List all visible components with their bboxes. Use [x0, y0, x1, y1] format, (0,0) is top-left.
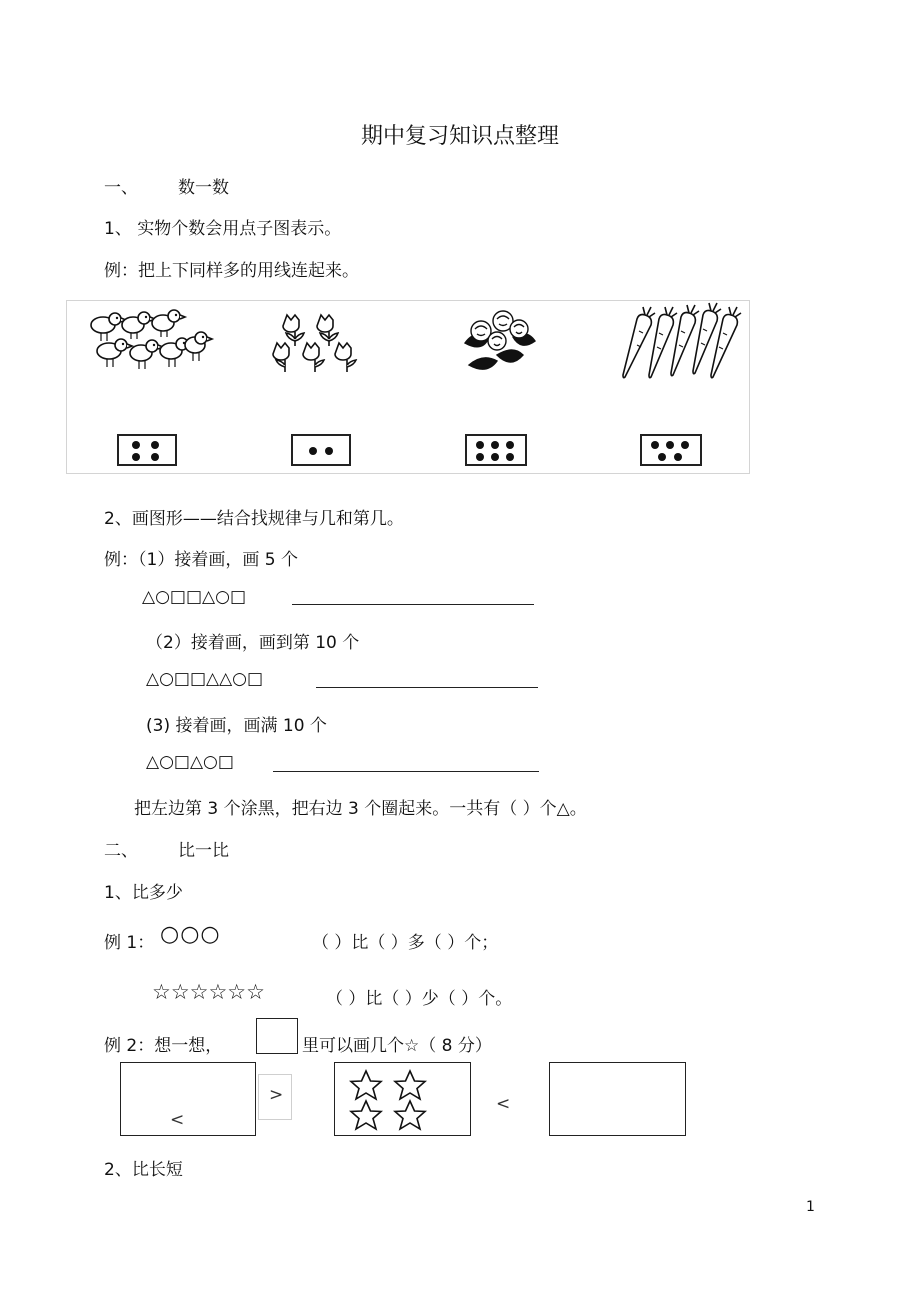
tulip-icon [317, 315, 338, 346]
example1-circles: ○○○ [160, 922, 221, 947]
less-than-sign-1: < [170, 1110, 185, 1130]
example2-prefix: 例 2：想一想， [104, 1036, 223, 1056]
roses-illustration [459, 307, 541, 373]
example-c-note: 把左边第 3 个涂黑，把右边 3 个圈起来。一共有（ ）个△。 [134, 799, 587, 819]
example-a-label: 例：（1）接着画，画 5 个 [104, 550, 298, 570]
dot-card-2 [291, 434, 351, 466]
rose-icon [488, 332, 506, 350]
example1-row2: （ ）比（ ）少（ ）个。 [326, 989, 513, 1009]
tulips-illustration [271, 311, 371, 373]
chick-icon [122, 312, 155, 333]
example2-suffix: 里可以画几个☆（ 8 分） [302, 1036, 492, 1056]
example-b-shapes: △○□□△△○□ [146, 669, 264, 689]
section1-number: 一、 [104, 178, 138, 198]
answer-box-left[interactable] [120, 1062, 256, 1136]
section2-item1: 1、比多少 [104, 883, 183, 903]
star-icon [351, 1101, 381, 1129]
example-c-answer-line[interactable] [273, 771, 539, 772]
chick-icon [185, 332, 212, 353]
rose-icon [510, 320, 528, 338]
section1-example1: 例：把上下同样多的用线连起来。 [104, 261, 359, 281]
example-b-answer-line[interactable] [316, 687, 538, 688]
chick-icon [130, 340, 163, 361]
page-title: 期中复习知识点整理 [360, 124, 559, 149]
star-icon [395, 1101, 425, 1129]
example2-inline-box [256, 1018, 298, 1054]
tulip-icon [283, 315, 304, 346]
section2-number: 二、 [104, 841, 138, 861]
section1-heading: 数一数 [178, 178, 229, 198]
page-number: 1 [806, 1199, 815, 1215]
dot-card-4 [117, 434, 177, 466]
chicks-illustration [83, 303, 213, 371]
example1-row1: （ ）比（ ）多（ ）个； [312, 933, 499, 953]
less-than-sign-2: < [496, 1094, 511, 1114]
carrots-illustration [619, 301, 743, 381]
answer-box-right[interactable] [549, 1062, 686, 1136]
chick-icon [91, 313, 126, 333]
star-icon [395, 1071, 425, 1099]
stars-illustration [349, 1069, 459, 1133]
tulip-icon [273, 343, 289, 372]
section2-item2: 2、比长短 [104, 1160, 183, 1180]
greater-than-sign: > [269, 1085, 284, 1105]
stars-box [334, 1062, 471, 1136]
example-b-label: （2）接着画，画到第 10 个 [146, 633, 360, 653]
example-a-answer-line[interactable] [292, 604, 534, 605]
matching-exercise-frame [66, 300, 750, 474]
example-c-label: (3) 接着画，画满 10 个 [146, 716, 327, 736]
tulip-icon [335, 343, 356, 372]
chick-icon [152, 310, 185, 331]
section2-heading: 比一比 [178, 841, 229, 861]
example1-stars: ☆☆☆☆☆☆ [152, 980, 265, 1004]
chick-icon [97, 339, 132, 359]
tulip-icon [303, 343, 324, 372]
section1-item2: 2、画图形——结合找规律与几和第几。 [104, 509, 404, 529]
example1-label: 例 1： [104, 933, 155, 953]
example-c-shapes: △○□△○□ [146, 752, 234, 772]
example-a-shapes: △○□□△○□ [142, 587, 247, 607]
greater-than-box [258, 1074, 292, 1120]
dot-card-6 [465, 434, 527, 466]
section1-item1: 1、 实物个数会用点子图表示。 [104, 219, 342, 239]
dot-card-5 [640, 434, 702, 466]
star-icon [351, 1071, 381, 1099]
